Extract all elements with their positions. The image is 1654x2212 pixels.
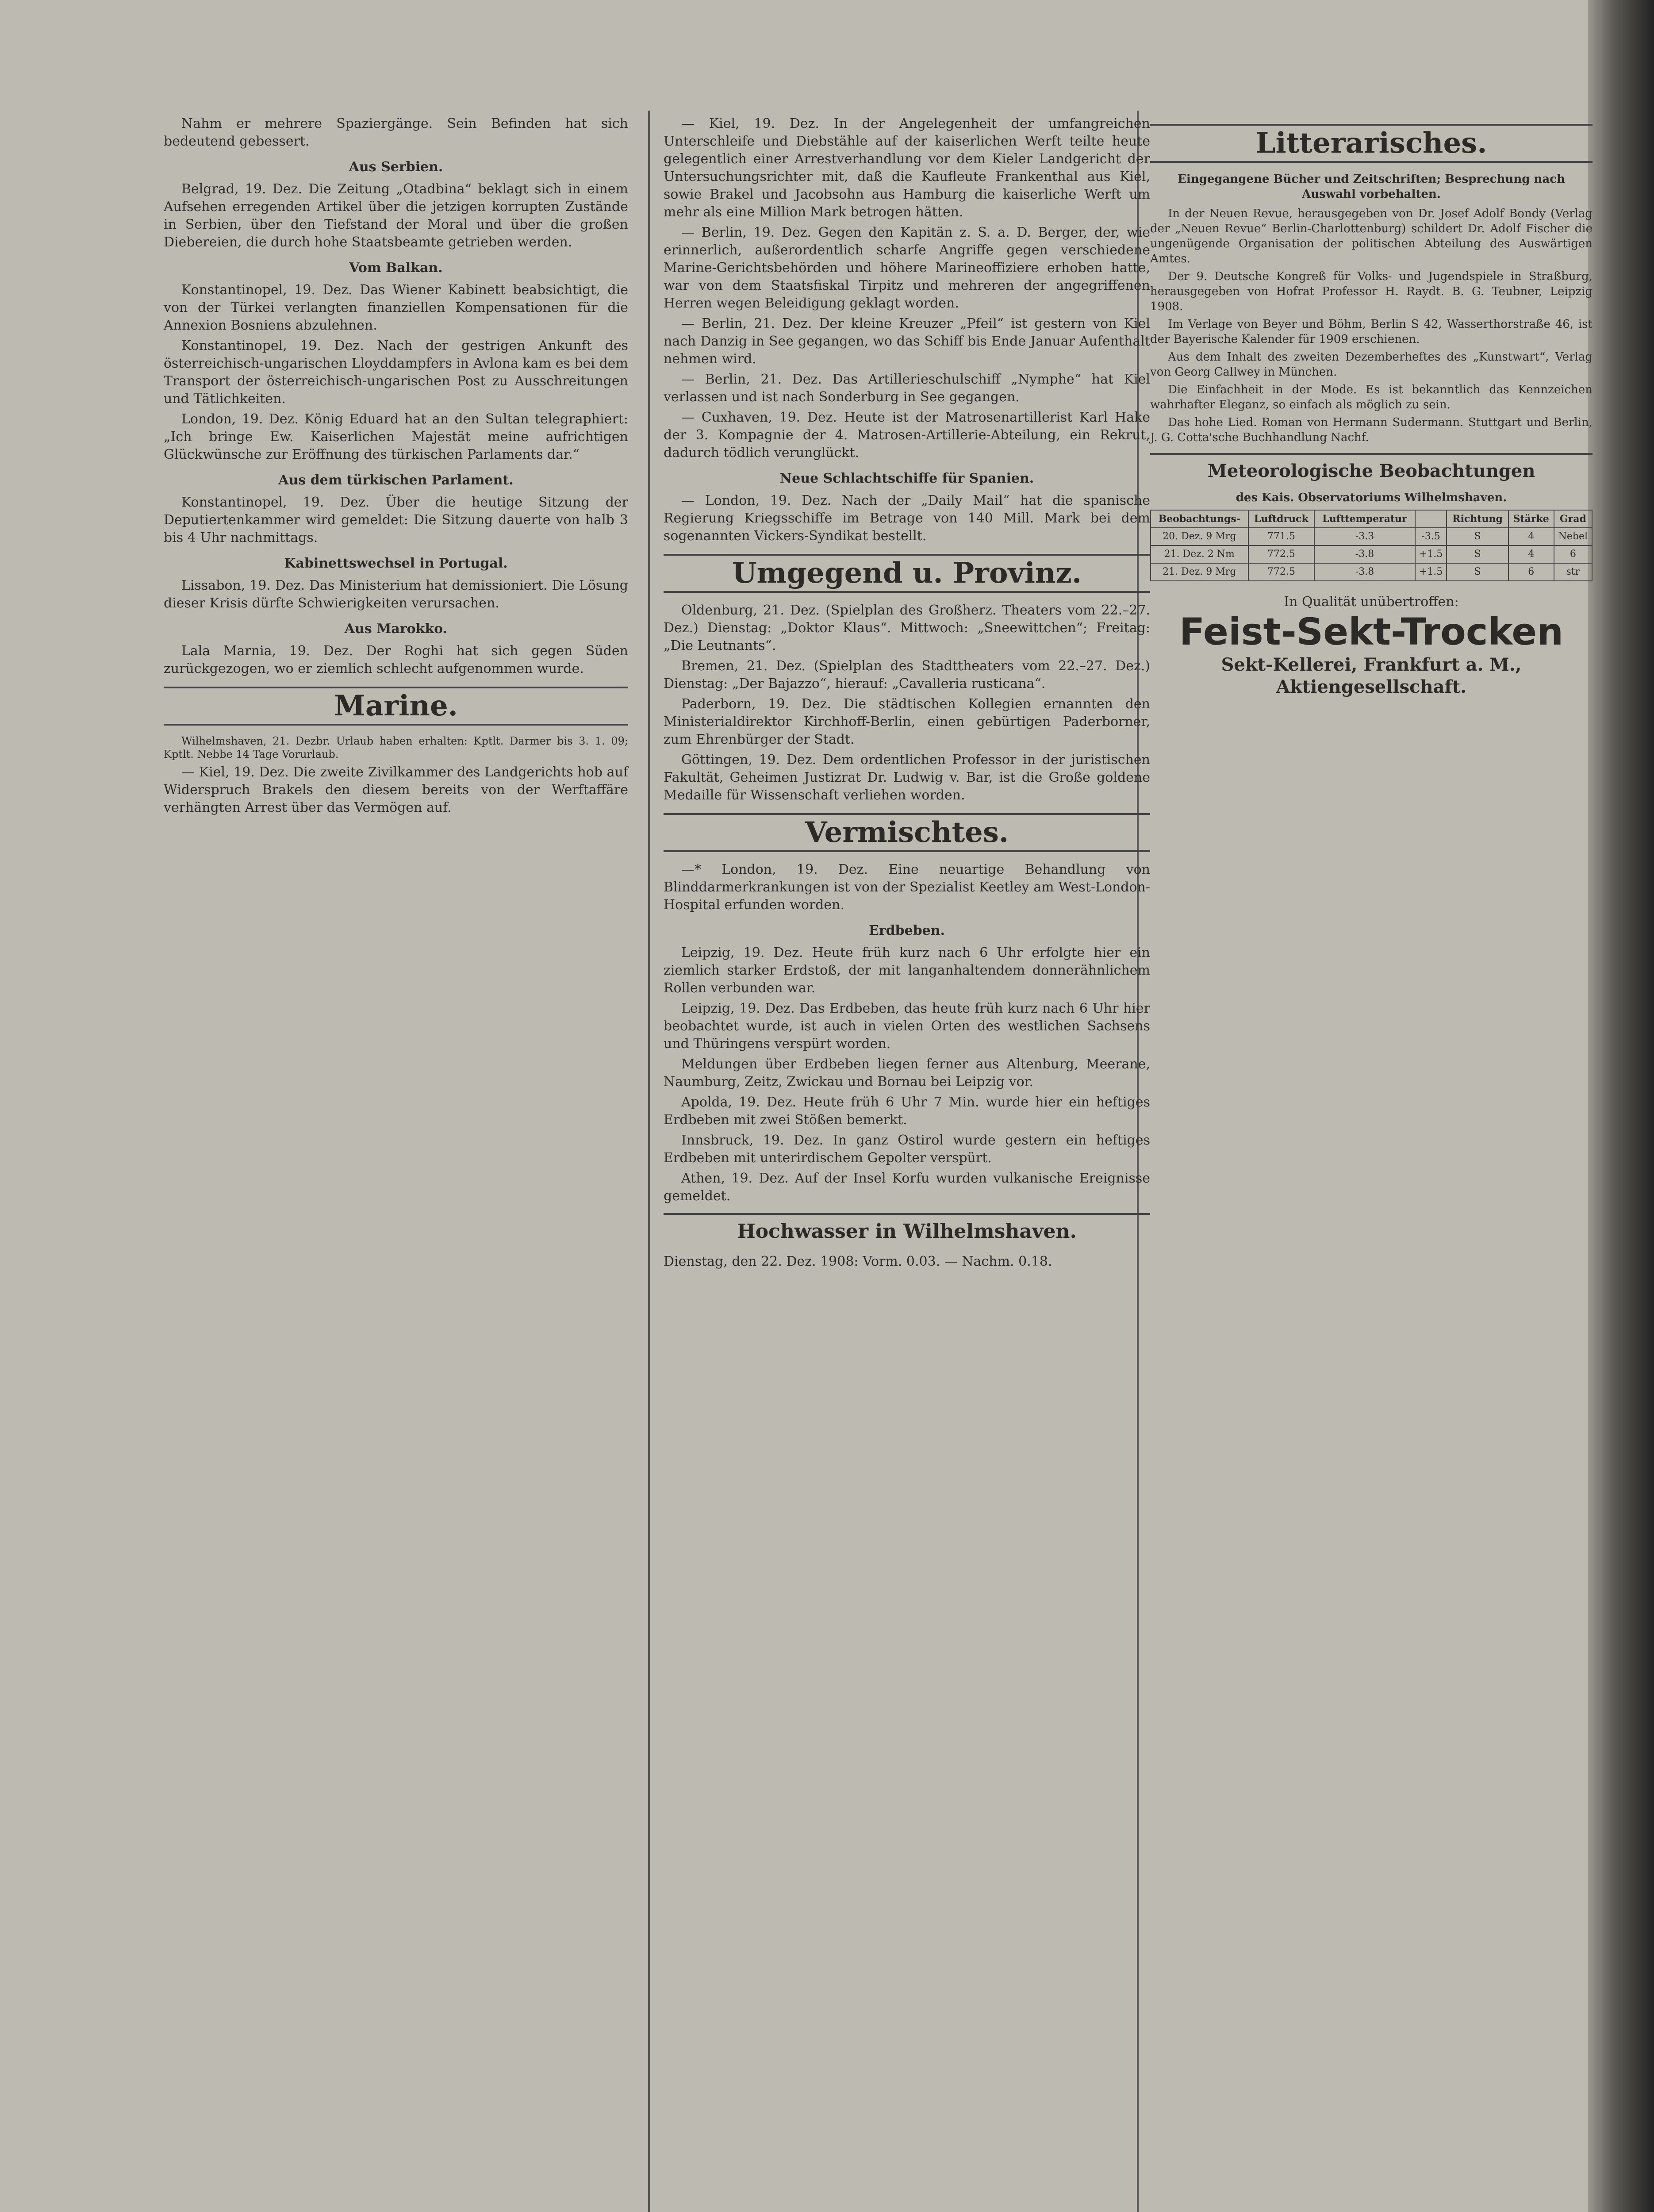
column-1 (164, 115, 628, 819)
paragraph: — Kiel, 19. Dez. In der Angelegenheit der umfangreichen Unterschleife und Diebstähle auf der kaiserlichen Werft teilte heute gelegentlich einer Arrestverhandlung vor dem Kieler Landgericht der Untersuchungsrichter mit, daß die Kaufleute Frankenthal aus Kiel, sowie Brakel und Jacobsohn aus Hamburg die kaiserliche Werft um mehr als eine Million Mark betrogen hätten. (664, 116, 1150, 220)
paragraph: — Berlin, 21. Dez. Der kleine Kreuzer „Pfeil“ ist gestern von Kiel nach Danzig in See gegangen, wo das Schiff bis Ende Januar Aufenthalt nehmen wird. (664, 316, 1150, 367)
table-row (1151, 545, 1592, 563)
table-cell: -3.8 (1314, 563, 1415, 581)
table-cell: -3.8 (1314, 545, 1415, 563)
paragraph: Nahm er mehrere Spaziergänge. Sein Befinden hat sich bedeutend gebessert. (164, 116, 628, 149)
paragraph: Paderborn, 19. Dez. Die städtischen Kollegien ernannten den Ministerialdirektor Kirchhoff-Berlin, einen gebürtigen Paderborner, zum Ehrenbürger der Stadt. (664, 696, 1150, 747)
advertisement-tagline: In Qualität unübertroffen: (1284, 594, 1459, 610)
met-table (1150, 510, 1593, 581)
table-cell: 6 (1554, 545, 1592, 563)
advertisement-brand: Feist-Sekt-Trocken (1179, 610, 1564, 653)
paragraph: — Berlin, 19. Dez. Gegen den Kapitän z. S. a. D. Berger, der, wie erinnerlich, außerordentlich scharfe Angriffe gegen verschiedene Marine-Gerichtsbehörden und höhere Marineoffiziere erhoben hatte, war von dem Staatsfiskal Tirpitz und mehreren der angegriffenen Herren wegen Beleidigung geklagt worden. (664, 225, 1150, 311)
table-cell: 21. Dez. 2 Nm (1151, 545, 1248, 563)
section-heading: Erdbeben. (868, 923, 945, 938)
paragraph: Die Einfachheit in der Mode. Es ist bekanntlich das Kennzeichen wahrhafter Eleganz, so einfach als möglich zu sein. (1150, 383, 1593, 411)
table-row (1151, 528, 1592, 545)
section-title: Marine. (164, 687, 628, 726)
paragraph: Göttingen, 19. Dez. Dem ordentlichen Professor in der juristischen Fakultät, Geheimen Justizrat Dr. Ludwig v. Bar, ist die Große goldene Medaille für Wissenschaft verliehen worden. (664, 752, 1150, 803)
column-3 (1150, 115, 1593, 698)
section-heading: Aus dem türkischen Parlament. (278, 472, 514, 488)
table-cell: S (1447, 563, 1508, 581)
table-cell: 4 (1508, 545, 1554, 563)
met-header: Grad (1554, 510, 1592, 528)
met-header: Richtung (1447, 510, 1508, 528)
table-cell: 6 (1508, 563, 1554, 581)
paragraph: Konstantinopel, 19. Dez. Das Wiener Kabinett beabsichtigt, die von der Türkei verlangten finanziellen Kompensationen für die Annexion Bosniens abzulehnen. (164, 282, 628, 333)
table-cell: Nebel (1554, 528, 1592, 545)
paragraph: Bremen, 21. Dez. (Spielplan des Stadttheaters vom 22.–27. Dez.) Dienstag: „Der Bajazzo“, hierauf: „Cavalleria rusticana“. (664, 658, 1150, 691)
met-header (1415, 510, 1447, 528)
paragraph: Apolda, 19. Dez. Heute früh 6 Uhr 7 Min. wurde hier ein heftiges Erdbeben mit zwei Stößen bemerkt. (664, 1094, 1150, 1128)
section-title: Hochwasser in Wilhelmshaven. (664, 1213, 1150, 1244)
section-heading: Vom Balkan. (349, 260, 443, 276)
section-subheading: Eingegangene Bücher und Zeitschriften; Besprechung nach Auswahl vorbehalten. (1178, 173, 1565, 201)
paragraph: Aus dem Inhalt des zweiten Dezemberheftes des „Kunstwart“, Verlag von Georg Callwey in München. (1150, 350, 1593, 379)
table-cell: 20. Dez. 9 Mrg (1151, 528, 1248, 545)
paragraph: Meldungen über Erdbeben liegen ferner aus Altenburg, Meerane, Naumburg, Zeitz, Zwickau und Bornau bei Leipzig vor. (664, 1056, 1150, 1090)
paragraph: Das hohe Lied. Roman von Hermann Sudermann. Stuttgart und Berlin, J. G. Cotta'sche Buchhandlung Nachf. (1150, 416, 1593, 444)
paragraph: —* London, 19. Dez. Eine neuartige Behandlung von Blinddarmerkrankungen ist von der Spezialist Keetley am West-London-Hospital erfunden worden. (664, 862, 1150, 913)
section-title: Litterarisches. (1150, 124, 1593, 163)
met-header: Lufttemperatur (1314, 510, 1415, 528)
table-cell: -3.3 (1314, 528, 1415, 545)
met-header: Stärke (1508, 510, 1554, 528)
table-cell: 21. Dez. 9 Mrg (1151, 563, 1248, 581)
met-header: Luftdruck (1248, 510, 1315, 528)
met-header-row (1151, 510, 1592, 528)
table-cell: 772.5 (1248, 545, 1315, 563)
paragraph: Wilhelmshaven, 21. Dezbr. Urlaub haben erhalten: Kptlt. Darmer bis 3. 1. 09; Kptlt. Nebbe 14 Tage Vorurlaub. (164, 735, 628, 760)
paragraph: Athen, 19. Dez. Auf der Insel Korfu wurden vulkanische Ereignisse gemeldet. (664, 1171, 1150, 1204)
table-cell: str (1554, 563, 1592, 581)
paragraph: — Kiel, 19. Dez. Die zweite Zivilkammer des Landgerichts hob auf Widerspruch Brakels den diesem bereits von der Werftaffäre verhängten Arrest über das Vermögen auf. (164, 764, 628, 815)
section-heading: Aus Serbien. (349, 159, 443, 175)
paragraph: Konstantinopel, 19. Dez. Nach der gestrigen Ankunft des österreichisch-ungarischen Lloyddampfers in Avlona kam es bei dem Transport der österreichisch-ungarischen Post zu Ausschreitungen und Tätlichkeiten. (164, 338, 628, 407)
paragraph: Konstantinopel, 19. Dez. Über die heutige Sitzung der Deputiertenkammer wird gemeldet: Die Sitzung dauerte von halb 3 bis 4 Uhr nachmittags. (164, 495, 628, 545)
table-row (1151, 563, 1592, 581)
section-title: Umgegend u. Provinz. (664, 554, 1150, 593)
met-subtitle: des Kais. Observatoriums Wilhelmshaven. (1236, 491, 1507, 504)
paragraph: — Cuxhaven, 19. Dez. Heute ist der Matrosenartillerist Karl Hake der 3. Kompagnie der 4. Matrosen-Artillerie-Abteilung, ein Rekrut, dadurch tödlich verunglückt. (664, 410, 1150, 461)
section-title: Vermischtes. (664, 813, 1150, 852)
paragraph: Lala Marnia, 19. Dez. Der Roghi hat sich gegen Süden zurückgezogen, wo er ziemlich schlecht aufgenommen wurde. (164, 643, 628, 676)
paragraph: Im Verlage von Beyer und Böhm, Berlin S 42, Wasserthorstraße 46, ist der Bayerische Kalender für 1909 erschienen. (1150, 318, 1593, 346)
table-cell: 772.5 (1248, 563, 1315, 581)
section-heading: Aus Marokko. (344, 621, 448, 637)
section-heading: Neue Schlachtschiffe für Spanien. (779, 471, 1034, 486)
paragraph: Innsbruck, 19. Dez. In ganz Ostirol wurde gestern ein heftiges Erdbeben mit unterirdischem Gepolter verspürt. (664, 1133, 1150, 1166)
column-rule (648, 111, 650, 2212)
tide-times: Dienstag, den 22. Dez. 1908: Vorm. 0.03. — Nachm. 0.18. (664, 1254, 1052, 1269)
paragraph: Der 9. Deutsche Kongreß für Volks- und Jugendspiele in Straßburg, herausgegeben von Hofrat Professor H. Raydt. B. G. Teubner, Leipzig 1908. (1150, 270, 1593, 313)
advertisement-company: Sekt-Kellerei, Frankfurt a. M., Aktiengesellschaft. (1221, 654, 1522, 697)
table-cell: -3.5 (1415, 528, 1447, 545)
table-cell: 771.5 (1248, 528, 1315, 545)
met-title: Meteorologische Beobachtungen (1150, 453, 1593, 482)
table-cell: +1.5 (1415, 563, 1447, 581)
table-cell: 4 (1508, 528, 1554, 545)
page-edge-shadow (1588, 0, 1654, 2212)
paragraph: Lissabon, 19. Dez. Das Ministerium hat demissioniert. Die Lösung dieser Krisis dürfte Schwierigkeiten verursachen. (164, 578, 628, 611)
paragraph: In der Neuen Revue, herausgegeben von Dr. Josef Adolf Bondy (Verlag der „Neuen Revue“ Berlin-Charlottenburg) schildert Dr. Adolf Fischer die ungenügende Organisation der politischen Abteilung des Auswärtigen Amtes. (1150, 207, 1593, 265)
table-cell: S (1447, 545, 1508, 563)
table-cell: +1.5 (1415, 545, 1447, 563)
paragraph: — Berlin, 21. Dez. Das Artillerieschulschiff „Nymphe“ hat Kiel verlassen und ist nach Sonderburg in See gegangen. (664, 372, 1150, 405)
paragraph: Oldenburg, 21. Dez. (Spielplan des Großherz. Theaters vom 22.–27. Dez.) Dienstag: „Doktor Klaus“. Mittwoch: „Sneewittchen“; Freitag: „Die Leutnants“. (664, 603, 1150, 653)
paragraph: Belgrad, 19. Dez. Die Zeitung „Otadbina“ beklagt sich in einem Aufsehen erregenden Artikel über die jetzigen korrupten Zustände in Serbien, über den Tiefstand der Moral und über die großen Diebereien, die durch hohe Staatsbeamte getrieben werden. (164, 181, 628, 250)
paragraph: Leipzig, 19. Dez. Das Erdbeben, das heute früh kurz nach 6 Uhr hier beobachtet wurde, ist auch in vielen Orten des westlichen Sachsens und Thüringens verspürt worden. (664, 1001, 1150, 1052)
column-2 (664, 115, 1150, 1271)
table-cell: S (1447, 528, 1508, 545)
met-header: Beobachtungs- (1151, 510, 1248, 528)
paragraph: Leipzig, 19. Dez. Heute früh kurz nach 6 Uhr erfolgte hier ein ziemlich starker Erdstoß, der mit langanhaltendem donnerähnlichem Rollen verbunden war. (664, 945, 1150, 996)
paragraph: — London, 19. Dez. Nach der „Daily Mail“ hat die spanische Regierung Kriegsschiffe im Betrage von 140 Mill. Mark bei dem sogenannten Vickers-Syndikat bestellt. (664, 493, 1150, 544)
section-heading: Kabinettswechsel in Portugal. (284, 556, 508, 571)
paragraph: London, 19. Dez. König Eduard hat an den Sultan telegraphiert: „Ich bringe Ew. Kaiserlichen Majestät meine aufrichtigen Glückwünsche zur Eröffnung des türkischen Parlaments dar.“ (164, 411, 628, 462)
